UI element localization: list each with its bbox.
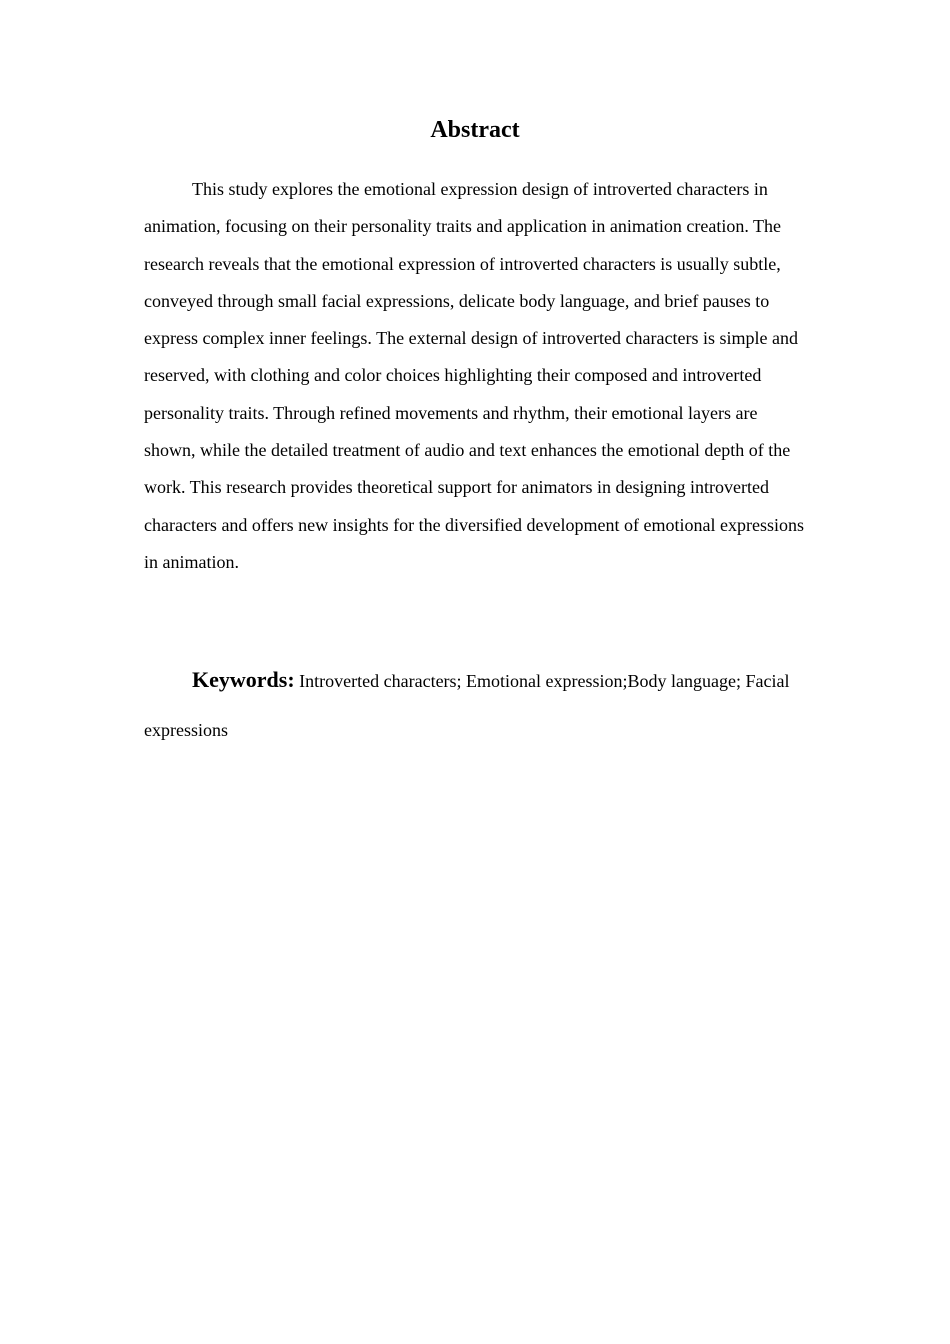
keywords-line <box>144 655 812 755</box>
keywords-label: Keywords: <box>192 667 295 692</box>
abstract-title: Abstract <box>430 117 520 143</box>
abstract-paragraph: This study explores the emotional expression design of introverted characters in animation, focusing on their personality traits and application in animation creation. The research reveals that the emotional expression of introverted characters is usually subtle, conveyed through small facial expressions, delicate body language, and brief pauses to express complex inner feelings. The external design of introverted characters is simple and reserved, with clothing and color choices highlighting their composed and introverted personality traits. Through refined movements and rhythm, their emotional layers are shown, while the detailed treatment of audio and text enhances the emotional depth of the work. This research provides theoretical support for animators in designing introverted characters and offers new insights for the diversified development of emotional expressions in animation. <box>144 179 804 572</box>
keywords-list: Introverted characters; Emotional expression;Body language; Facial expressions <box>144 671 790 740</box>
